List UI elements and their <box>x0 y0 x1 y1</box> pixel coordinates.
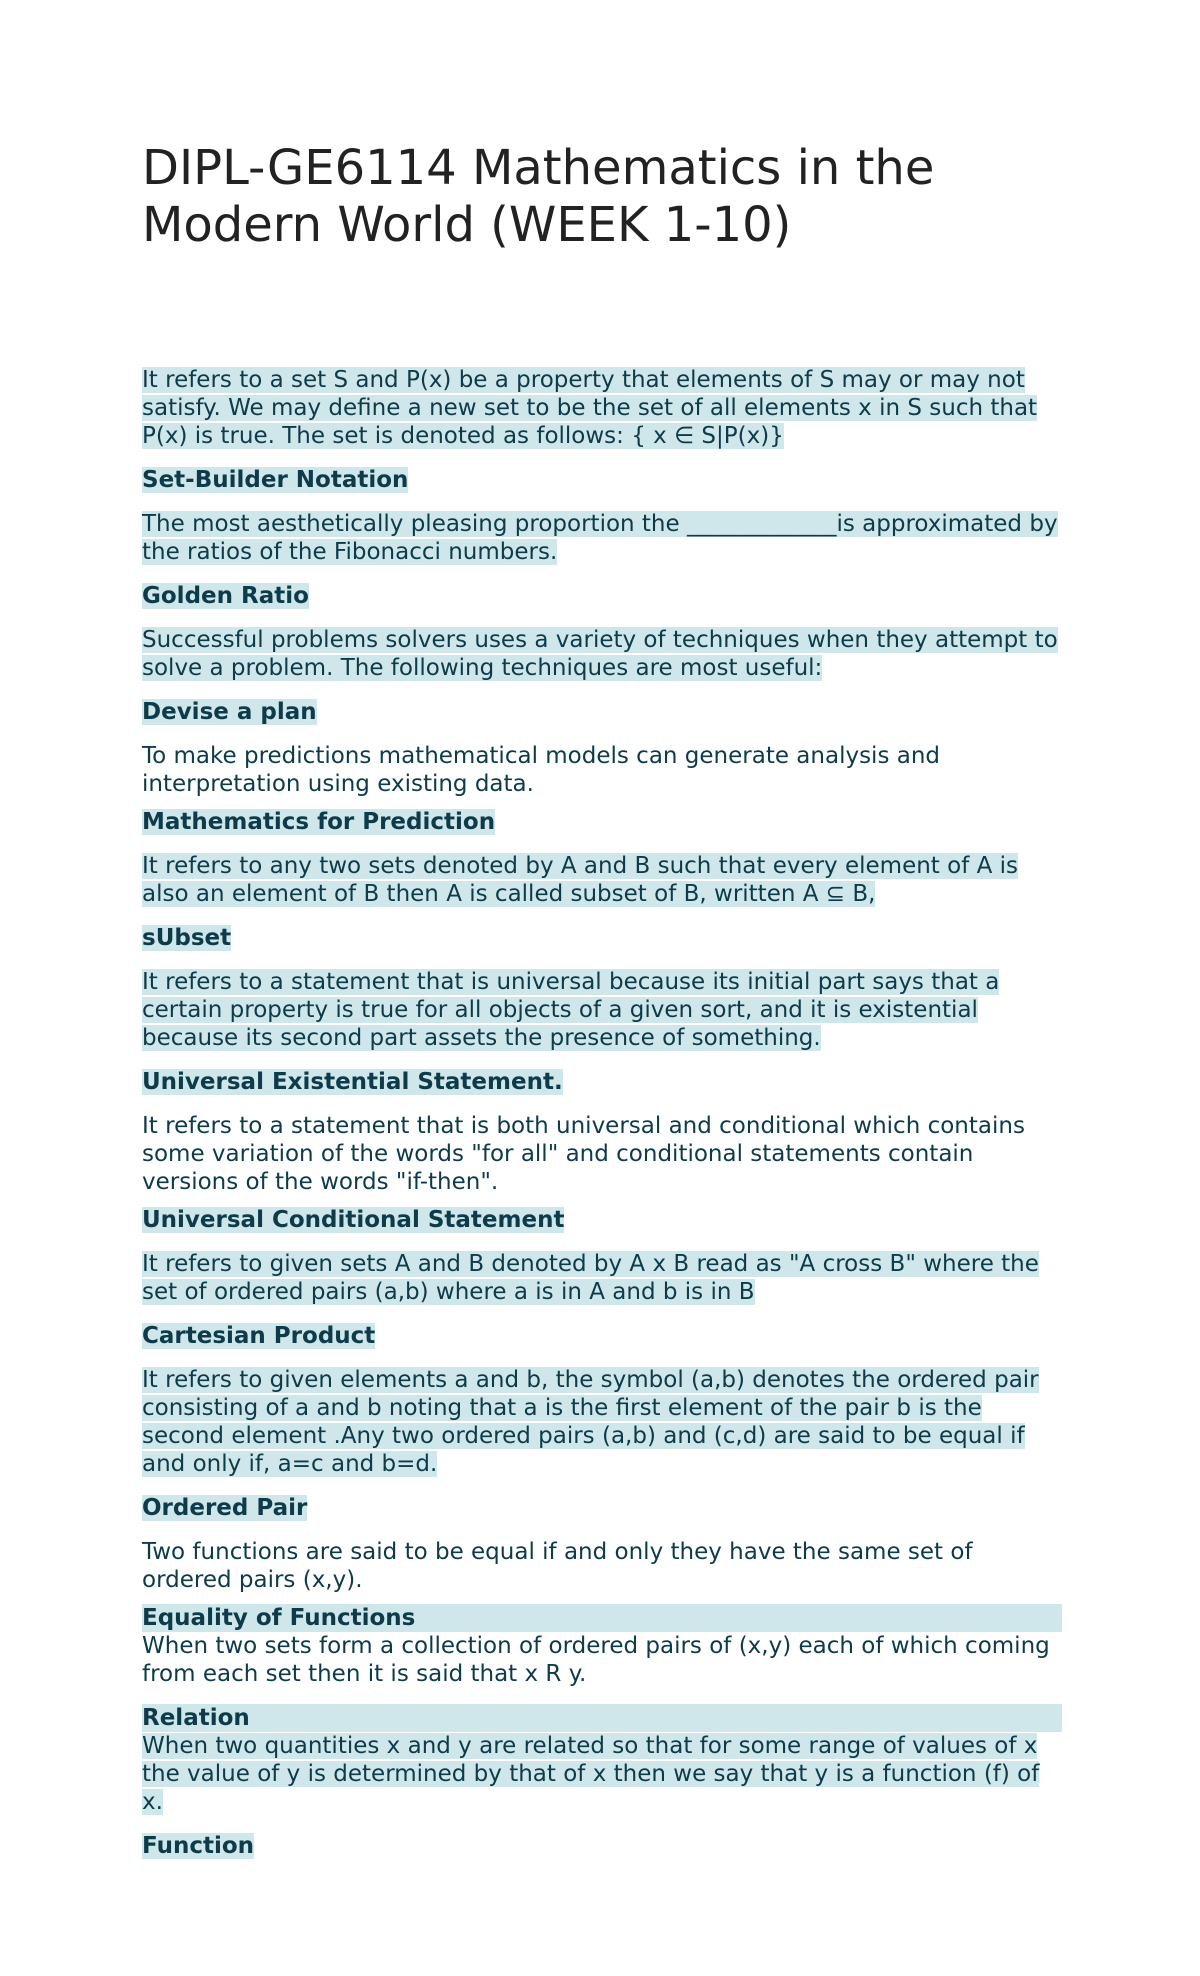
question-text-10: Two functions are said to be equal if and only they have the same set of ordered pairs (x,y). <box>142 1539 973 1593</box>
question-text-2: The most aesthetically pleasing proportion the _____________is approximated by the ratios of the Fibonacci numbers. <box>142 511 1058 565</box>
answer-text <box>142 1322 1062 1350</box>
answer-text-11: Relation <box>142 1704 1062 1732</box>
answer-text <box>142 698 1062 726</box>
answer-text <box>142 1832 1062 1860</box>
answer-text <box>142 582 1062 610</box>
question-text <box>142 968 1062 1052</box>
question-text-3: Successful problems solvers uses a variety of techniques when they attempt to solve a problem. The following techniques are most useful: <box>142 627 1058 681</box>
answer-text-4: Mathematics for Prediction <box>142 809 496 835</box>
question-text-12: When two quantities x and y are related so that for some range of values of x the value of y is determined by that of x then we say that y is a function (f) of x. <box>142 1733 1040 1815</box>
question-text-9: It refers to given elements a and b, the symbol (a,b) denotes the ordered pair consisting of a and b noting that a is the first element of the pair b is the second element .Any two ordered pairs (a,b) and (c,d) are said to be equal if and only if, a=c and b=d. <box>142 1367 1039 1477</box>
question-text-11: When two sets form a collection of ordered pairs of (x,y) each of which coming from each set then it is said that x R y. <box>142 1633 1050 1687</box>
question-text <box>142 852 1062 908</box>
question-text-1: It refers to a set S and P(x) be a property that elements of S may or may not satisfy. We may define a new set to be the set of all elements x in S such that P(x) is true. The set is denoted as follows: { x ∈ S|P(x)} <box>142 367 1038 449</box>
answer-text-6: Universal Existential Statement. <box>142 1069 563 1095</box>
question-text-6: It refers to a statement that is universal because its initial part says that a certain property is true for all objects of a given sort, and it is existential because its second part assets the presence of something. <box>142 969 1000 1051</box>
answer-text <box>142 1704 1062 1732</box>
answer-text-7: Universal Conditional Statement <box>142 1207 565 1233</box>
question-text <box>142 1250 1062 1306</box>
answer-text <box>142 924 1062 952</box>
answer-text <box>142 808 1062 836</box>
question-text-4: To make predictions mathematical models can generate analysis and interpretation using existing data. <box>142 743 941 797</box>
question-text <box>142 510 1062 566</box>
question-text <box>142 1366 1062 1478</box>
question-text <box>142 626 1062 682</box>
page-title: DIPL-GE6114 Mathematics in the Modern World (WEEK 1-10) <box>142 140 935 253</box>
answer-text-5: sUbset <box>142 925 232 951</box>
answer-text <box>142 1604 1062 1632</box>
answer-text-8: Cartesian Product <box>142 1323 376 1349</box>
answer-text <box>142 1206 1062 1234</box>
answer-text-3: Devise a plan <box>142 699 317 725</box>
answer-text <box>142 466 1062 494</box>
question-text-5: It refers to any two sets denoted by A and B such that every element of A is also an element of B then A is called subset of B, written A ⊆ B, <box>142 853 1019 907</box>
question-text-8: It refers to given sets A and B denoted by A x B read as "A cross B" where the set of ordered pairs (a,b) where a is in A and b is in B <box>142 1251 1039 1305</box>
answer-text-10: Equality of Functions <box>142 1604 1062 1632</box>
question-text <box>142 366 1062 450</box>
answer-text-9: Ordered Pair <box>142 1495 308 1521</box>
answer-text-2: Golden Ratio <box>142 583 309 609</box>
answer-text <box>142 1494 1062 1522</box>
answer-text-12: Function <box>142 1833 255 1859</box>
question-text <box>142 1732 1062 1816</box>
question-text-7: It refers to a statement that is both universal and conditional which contains some variation of the words "for all" and conditional statements contain versions of the words "if-then". <box>142 1113 1025 1195</box>
answer-text <box>142 1068 1062 1096</box>
answer-text-1: Set-Builder Notation <box>142 467 409 493</box>
document-page <box>142 140 1062 1876</box>
